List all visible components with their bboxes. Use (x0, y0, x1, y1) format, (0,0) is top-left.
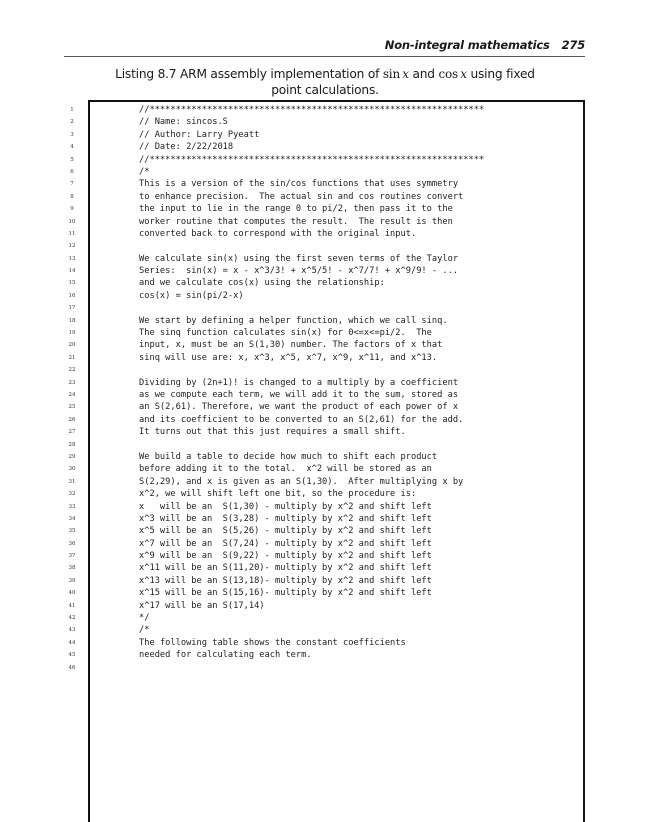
caption-fn-sin: sin (382, 67, 400, 81)
code-line (0, 414, 649, 426)
caption-var-x1: x (402, 67, 409, 81)
line-code: // Author: Larry Pyeatt (139, 129, 260, 140)
code-line (0, 501, 649, 513)
code-line (0, 451, 649, 463)
line-code: the input to lie in the range 0 to pi/2, then pass it to the (139, 204, 453, 215)
line-code: needed for calculating each term. (139, 650, 312, 661)
line-number: 20 (68, 342, 76, 349)
line-number: 38 (68, 565, 76, 572)
listing-caption (100, 66, 550, 98)
line-number: 43 (68, 627, 76, 634)
line-code: //**************************************************************** (139, 105, 485, 115)
code-line (0, 277, 649, 289)
line-code: worker routine that computes the result. The result is then (139, 216, 453, 227)
code-line (0, 600, 649, 612)
code-line (0, 154, 649, 166)
line-number: 21 (68, 354, 76, 361)
running-head-title: Non-integral mathematics (384, 38, 550, 52)
code-line (0, 315, 649, 327)
line-number: 4 (70, 144, 74, 151)
line-code: x^7 will be an S(7,24) - multiply by x^2 and shift left (139, 538, 432, 549)
code-line (0, 228, 649, 240)
line-number: 13 (68, 255, 76, 262)
line-code: converted back to correspond with the original input. (139, 228, 417, 239)
line-code: and we calculate cos(x) using the relationship: (139, 278, 385, 289)
line-number: 7 (70, 181, 74, 188)
code-line (0, 141, 649, 153)
line-code: before adding it to the total. x^2 will be stored as an (139, 464, 432, 475)
line-number: 25 (68, 404, 76, 411)
line-code: S(2,29), and x is given as an S(1,30). After multiplying x by (139, 476, 464, 487)
line-number: 18 (68, 317, 76, 324)
running-head (385, 38, 585, 52)
caption-suffix: using fixed point calculations. (271, 67, 535, 97)
code-line (0, 178, 649, 190)
line-code: x^5 will be an S(5,26) - multiply by x^2 and shift left (139, 526, 432, 537)
code-line (0, 191, 649, 203)
code-line (0, 364, 649, 376)
caption-prefix: Listing 8.7 ARM assembly implementation of (115, 67, 383, 81)
line-number: 42 (68, 615, 76, 622)
code-line (0, 587, 649, 599)
line-code: input, x, must be an S(1,30) number. The factors of x that (139, 340, 443, 351)
line-number: 31 (68, 478, 76, 485)
line-code: We calculate sin(x) using the first seven terms of the Taylor (139, 253, 459, 264)
code-line (0, 439, 649, 451)
code-line (0, 649, 649, 661)
line-number: 27 (68, 429, 76, 436)
code-line (0, 662, 649, 674)
code-line (0, 562, 649, 574)
line-number: 40 (68, 590, 76, 597)
code-line (0, 476, 649, 488)
code-listing (0, 104, 649, 674)
line-number: 12 (68, 243, 76, 250)
line-number: 9 (70, 206, 74, 213)
line-number: 33 (68, 503, 76, 510)
line-code: /* (139, 166, 150, 177)
line-number: 2 (70, 119, 74, 126)
line-number: 41 (68, 602, 76, 609)
line-number: 37 (68, 553, 76, 560)
line-number: 26 (68, 416, 76, 423)
code-line (0, 538, 649, 550)
header-rule (64, 56, 585, 57)
line-number: 29 (68, 453, 76, 460)
line-number: 32 (68, 491, 76, 498)
code-line (0, 290, 649, 302)
line-number: 3 (70, 131, 74, 138)
line-code: x^2, we will shift left one bit, so the procedure is: (139, 489, 417, 500)
line-code: It turns out that this just requires a small shift. (139, 427, 406, 438)
code-line (0, 302, 649, 314)
line-code: x^15 will be an S(15,16)- multiply by x^2 and shift left (139, 588, 432, 599)
line-code: cos(x) = sin(pi/2-x) (139, 290, 244, 301)
line-code: // Name: sincos.S (139, 117, 228, 128)
code-line (0, 612, 649, 624)
code-line (0, 265, 649, 277)
code-line (0, 352, 649, 364)
page-number: 275 (561, 38, 585, 52)
line-code: to enhance precision. The actual sin and cos routines convert (139, 191, 464, 202)
code-line (0, 463, 649, 475)
line-code: We start by defining a helper function, which we call sinq. (139, 315, 448, 326)
code-line (0, 116, 649, 128)
line-number: 17 (68, 305, 76, 312)
code-line (0, 240, 649, 252)
code-line (0, 339, 649, 351)
code-line (0, 389, 649, 401)
code-line (0, 216, 649, 228)
line-number: 1 (70, 107, 74, 113)
code-line (0, 575, 649, 587)
line-code: The following table shows the constant coefficients (139, 637, 406, 648)
line-code: x will be an S(1,30) - multiply by x^2 and shift left (139, 501, 432, 512)
line-code: x^17 will be an S(17,14) (139, 600, 265, 611)
line-number: 22 (68, 367, 76, 374)
code-line (0, 488, 649, 500)
line-number: 28 (68, 441, 76, 448)
line-number: 16 (68, 292, 76, 299)
code-line (0, 327, 649, 339)
caption-middle: and (408, 67, 439, 81)
line-code: This is a version of the sin/cos functions that uses symmetry (139, 179, 459, 190)
code-line (0, 624, 649, 636)
line-code: //**************************************************************** (139, 154, 485, 165)
line-code: x^13 will be an S(13,18)- multiply by x^2 and shift left (139, 575, 432, 586)
code-line (0, 401, 649, 413)
line-code: and its coefficient to be converted to an S(2,61) for the add. (139, 414, 464, 425)
line-code: x^11 will be an S(11,20)- multiply by x^2 and shift left (139, 563, 432, 574)
caption-var-x2: x (460, 67, 467, 81)
code-line (0, 525, 649, 537)
line-number: 10 (68, 218, 76, 225)
line-number: 34 (68, 515, 76, 522)
code-line (0, 637, 649, 649)
line-number: 44 (68, 639, 76, 646)
line-code: */ (139, 613, 150, 624)
line-number: 45 (68, 652, 76, 659)
line-number: 46 (68, 664, 76, 671)
line-code: x^3 will be an S(3,28) - multiply by x^2 and shift left (139, 513, 432, 524)
line-number: 24 (68, 391, 76, 398)
code-line (0, 203, 649, 215)
line-code: Dividing by (2n+1)! is changed to a multiply by a coefficient (139, 377, 459, 388)
line-code: The sinq function calculates sin(x) for 0<=x<=pi/2. The (139, 328, 432, 339)
line-number: 14 (68, 268, 76, 275)
code-line (0, 166, 649, 178)
code-line (0, 550, 649, 562)
code-line (0, 426, 649, 438)
line-code: Series: sin(x) = x - x^3/3! + x^5/5! - x^7/7! + x^9/9! - ... (139, 266, 459, 277)
code-line (0, 513, 649, 525)
line-number: 39 (68, 577, 76, 584)
line-number: 11 (68, 230, 76, 237)
code-line (0, 104, 649, 116)
line-number: 6 (70, 168, 74, 175)
code-line (0, 377, 649, 389)
line-number: 8 (70, 193, 74, 200)
code-line (0, 253, 649, 265)
line-code: We build a table to decide how much to shift each product (139, 451, 438, 462)
line-number: 23 (68, 379, 76, 386)
line-code: sinq will use are: x, x^3, x^5, x^7, x^9, x^11, and x^13. (139, 352, 438, 363)
line-code: // Date: 2/22/2018 (139, 142, 234, 153)
line-number: 19 (68, 330, 76, 337)
line-code: an S(2,61). Therefore, we want the product of each power of x (139, 402, 459, 413)
line-code: /* (139, 625, 150, 636)
line-number: 5 (70, 156, 74, 163)
line-number: 30 (68, 466, 76, 473)
line-number: 15 (68, 280, 76, 287)
line-number: 36 (68, 540, 76, 547)
code-line (0, 129, 649, 141)
line-code: as we compute each term, we will add it to the sum, stored as (139, 389, 459, 400)
line-code: x^9 will be an S(9,22) - multiply by x^2 and shift left (139, 551, 432, 562)
caption-fn-cos: cos (438, 67, 458, 81)
line-number: 35 (68, 528, 76, 535)
